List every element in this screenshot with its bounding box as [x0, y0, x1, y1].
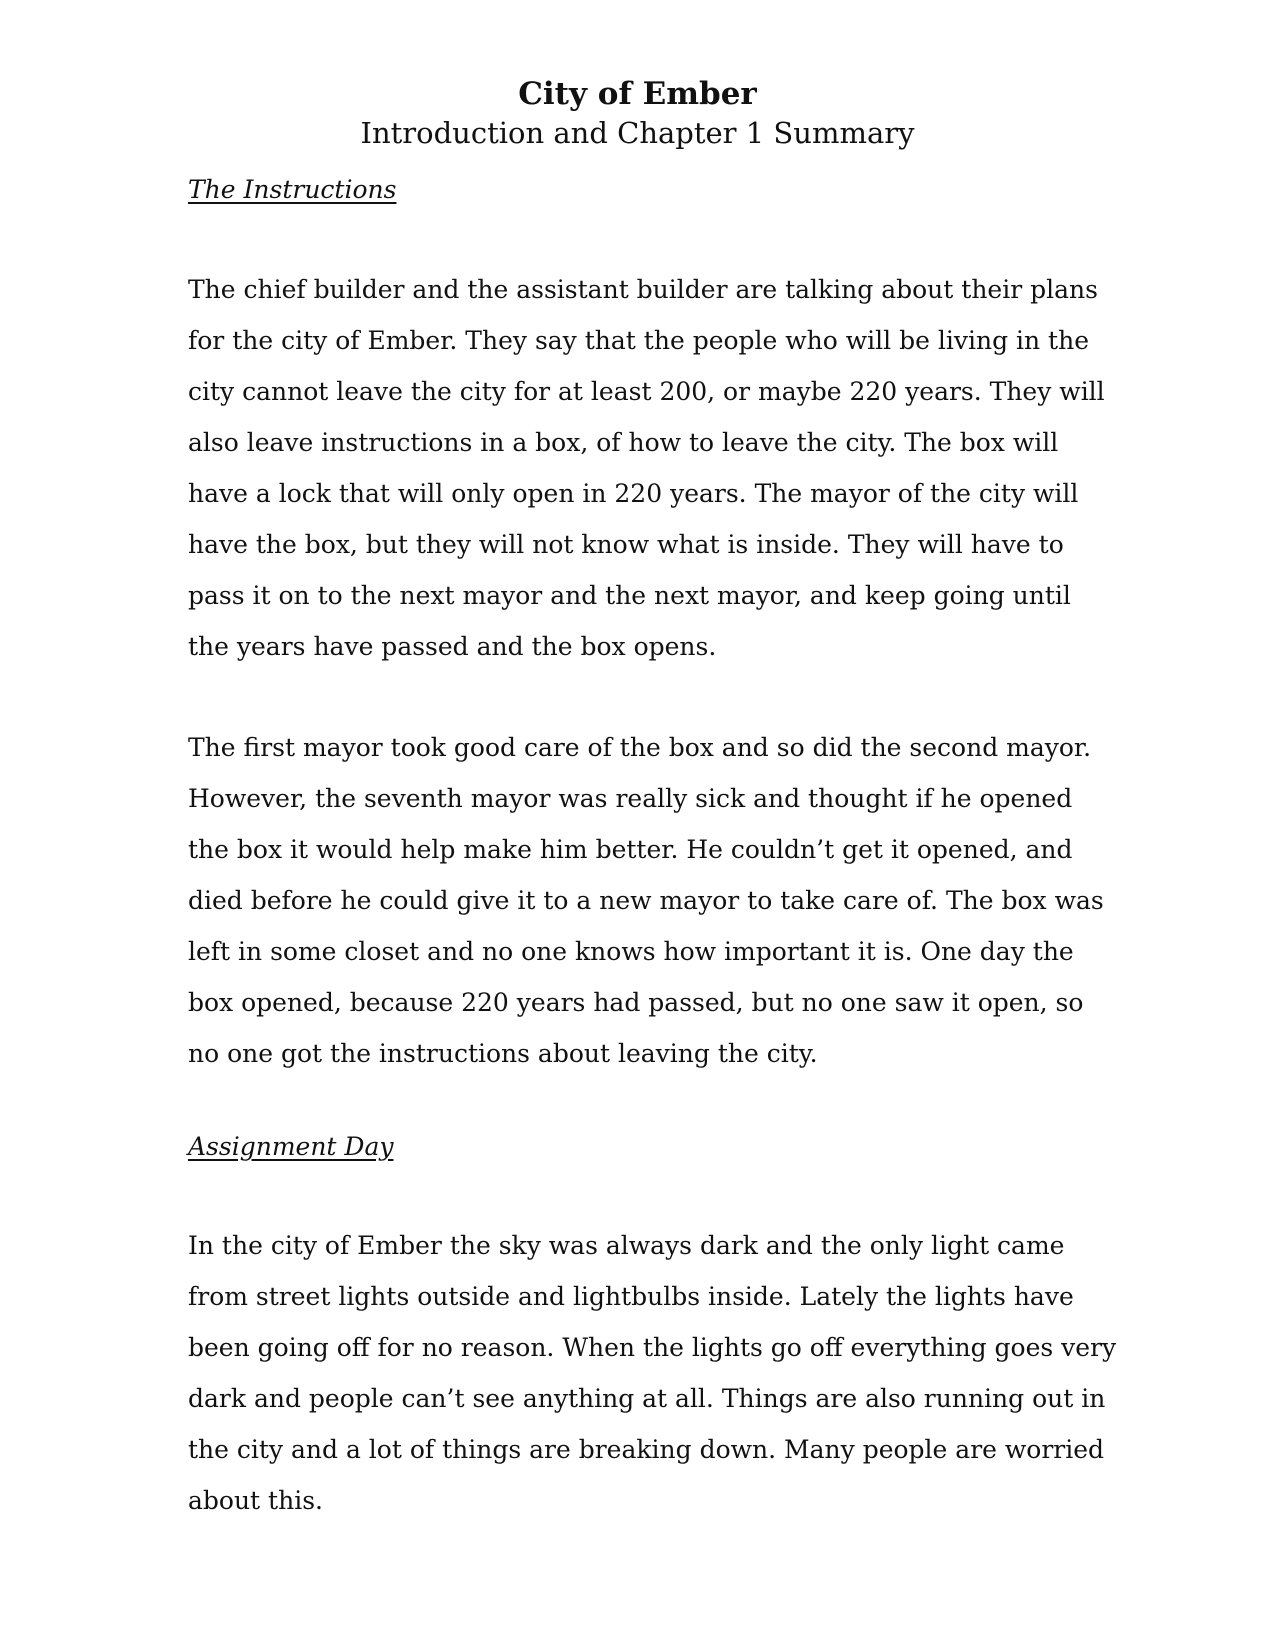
text-line: The chief builder and the assistant builder are talking about their plans [188, 275, 1098, 304]
text-line: the years have passed and the box opens. [188, 632, 717, 661]
text-line: been going off for no reason. When the lights go off everything goes very [188, 1333, 1117, 1362]
section-heading-instructions: The Instructions [188, 175, 397, 204]
text-line: box opened, because 220 years had passed, but no one saw it open, so [188, 988, 1084, 1017]
paragraph-assignment-day-1 [188, 1220, 1117, 1526]
text-line: left in some closet and no one knows how important it is. One day the [188, 937, 1074, 966]
text-line: The first mayor took good care of the box and so did the second mayor. [188, 733, 1092, 762]
text-line: However, the seventh mayor was really sick and thought if he opened [188, 784, 1073, 813]
text-line: dark and people can’t see anything at all. Things are also running out in [188, 1384, 1106, 1413]
paragraph-instructions-1 [188, 264, 1105, 672]
text-line: pass it on to the next mayor and the next mayor, and keep going until [188, 581, 1071, 610]
text-line: In the city of Ember the sky was always dark and the only light came [188, 1231, 1065, 1260]
text-line: no one got the instructions about leaving the city. [188, 1039, 818, 1068]
text-line: have the box, but they will not know what is inside. They will have to [188, 530, 1064, 559]
text-line: city cannot leave the city for at least 200, or maybe 220 years. They will [188, 377, 1105, 406]
text-line: died before he could give it to a new mayor to take care of. The box was [188, 886, 1104, 915]
text-line: about this. [188, 1486, 323, 1515]
text-line: also leave instructions in a box, of how to leave the city. The box will [188, 428, 1059, 457]
text-line: the city and a lot of things are breaking down. Many people are worried [188, 1435, 1105, 1464]
text-line: the box it would help make him better. He couldn’t get it opened, and [188, 835, 1073, 864]
text-line: have a lock that will only open in 220 years. The mayor of the city will [188, 479, 1079, 508]
document-title: City of Ember [518, 76, 757, 112]
text-line: from street lights outside and lightbulbs inside. Lately the lights have [188, 1282, 1074, 1311]
section-heading-assignment-day: Assignment Day [188, 1132, 394, 1161]
text-line: for the city of Ember. They say that the people who will be living in the [188, 326, 1090, 355]
paragraph-instructions-2 [188, 722, 1104, 1079]
document-subtitle: Introduction and Chapter 1 Summary [360, 116, 915, 150]
